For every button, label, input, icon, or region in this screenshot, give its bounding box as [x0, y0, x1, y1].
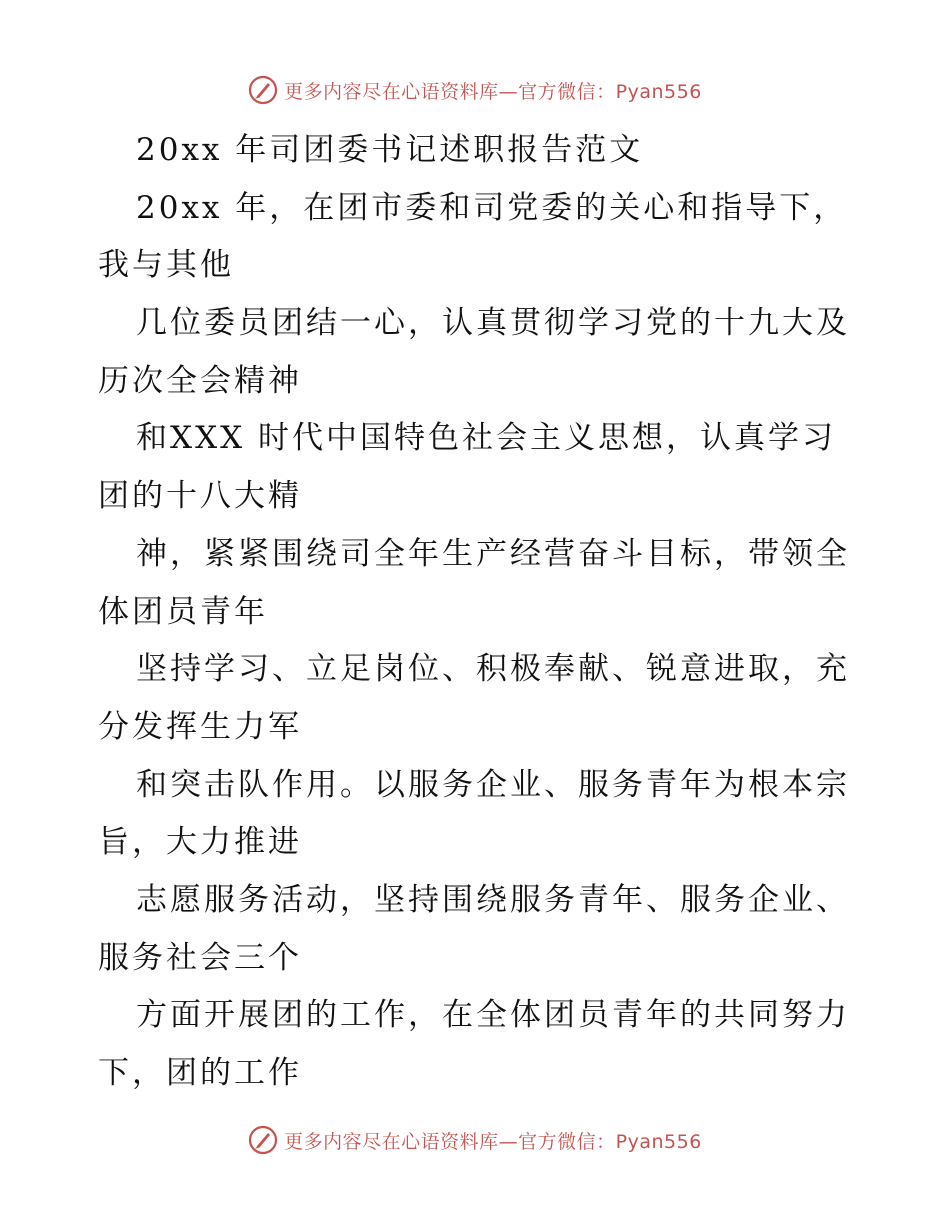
paragraph-line: 几位委员团结一心，认真贯彻学习党的十九大及 — [136, 305, 850, 342]
paragraph-line: 20xx 年，在团市委和司党委的关心和指导下， — [136, 189, 848, 226]
paragraph-line: 神，紧紧围绕司全年生产经营奋斗目标，带领全 — [136, 535, 850, 572]
paragraph-line: 志愿服务活动，坚持围绕服务青年、服务企业、 — [136, 881, 850, 918]
footer-watermark-banner — [0, 1120, 950, 1160]
quill-pen-logo-icon — [248, 75, 278, 105]
header-watermark-banner — [0, 70, 950, 110]
paragraph-line: 体团员青年 — [98, 593, 268, 630]
paragraph-line: 团的十八大精 — [98, 478, 302, 515]
paragraph-line: 历次全会精神 — [98, 362, 302, 399]
paragraph-line: 旨，大力推进 — [98, 824, 302, 861]
footer-watermark-text: 更多内容尽在心语资料库—官方微信：Pyan556 — [284, 1130, 702, 1153]
quill-pen-logo-icon — [248, 1125, 278, 1155]
paragraph-line: 方面开展团的工作，在全体团员青年的共同努力 — [136, 997, 850, 1034]
paragraph-line: 我与其他 — [98, 247, 234, 284]
document-body — [98, 122, 858, 1103]
paragraph-line: 分发挥生力军 — [98, 708, 302, 745]
document-title: 20xx 年司团委书记述职报告范文 — [136, 132, 644, 168]
paragraph-line: 下，团的工作 — [98, 1055, 302, 1091]
paragraph-line: 和突击队作用。以服务企业、服务青年为根本宗 — [136, 766, 850, 803]
header-watermark-text: 更多内容尽在心语资料库—官方微信：Pyan556 — [284, 80, 702, 103]
paragraph-line: 坚持学习、立足岗位、积极奉献、锐意进取，充 — [136, 651, 850, 688]
paragraph-line: 和XXX 时代中国特色社会主义思想，认真学习 — [136, 420, 837, 457]
paragraph-line: 服务社会三个 — [98, 939, 302, 976]
